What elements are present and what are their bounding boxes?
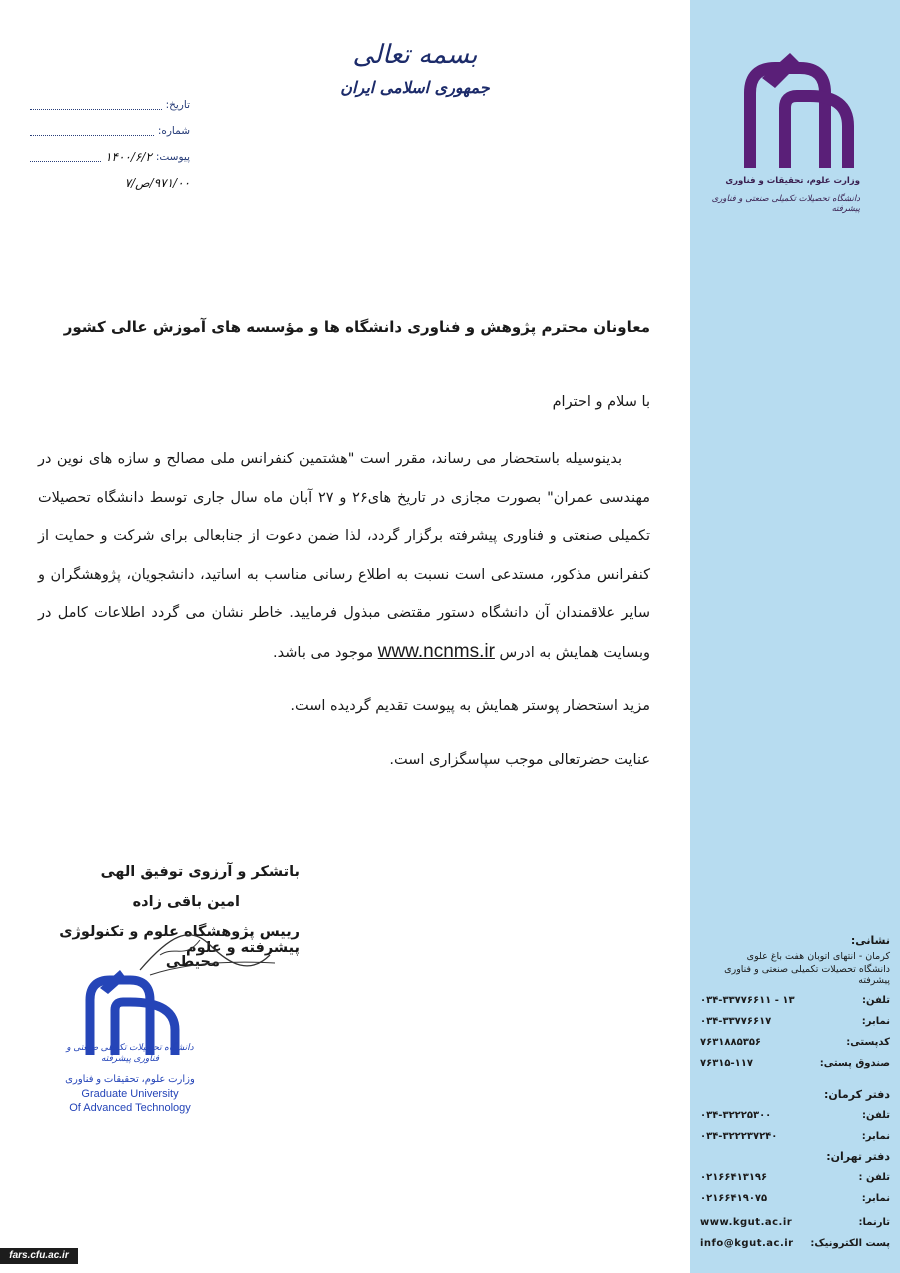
body-part1: بدینوسیله باستحضار می رساند، مقرر است "هشتمین کنفرانس ملی مصالح و سازه های نوین در مهندسی عمران" بصورت مجازی در تاریخ های۲۶ و ۲۷ آبان ماه سال جاری توسط دانشگاه تحصیلات تکمیلی صنعتی و فناوری پیشرفته برگزار گردد، لذا ضمن دعوت از جنابعالی برای شرکت و حمایت از کنفرانس مذکور، مستدعی است نسبت به اطلاع رسانی مناسب به اساتید، دانشجویان، پژوهشگران و سایر علاقمندان آن دانشگاه دستور مقتضی مبذول فرمایید. خاطر نشان می گردد اطلاعات کامل در وبسایت همایش به ادرس — [38, 451, 650, 661]
email-row — [700, 1233, 890, 1254]
letter-body — [38, 440, 650, 673]
bismillah: بسمه تعالی — [352, 40, 478, 70]
kerman-fax-row — [700, 1126, 890, 1147]
date-dots — [30, 101, 162, 110]
body-part2: موجود می باشد. — [273, 644, 374, 661]
postal-row — [700, 1032, 890, 1053]
postal-label: کدپستی: — [846, 1037, 890, 1048]
university-seal — [60, 960, 200, 1130]
date-value: ۱۴۰۰/۶/۲ — [105, 150, 152, 164]
kerman-office-label: دفتر کرمان: — [824, 1088, 890, 1101]
tehran-fax-value: ۰۲۱۶۶۴۱۹۰۷۵ — [700, 1193, 768, 1204]
university-logo-icon — [730, 48, 860, 173]
tehran-office-block — [700, 1150, 890, 1209]
kerman-phone-row — [700, 1105, 890, 1126]
seal-en-2: Of Advanced Technology — [69, 1102, 191, 1114]
postal-value: ۷۶۳۱۸۸۵۳۵۶ — [700, 1037, 762, 1048]
greeting: با سلام و احترام — [552, 394, 650, 410]
attachment-dots — [30, 153, 101, 162]
poster-line: مزید استحضار پوستر همایش به پیوست تقدیم گردیده است. — [290, 698, 650, 714]
thanks-line: باتشکر و آرزوی توفیق الهی — [100, 864, 300, 880]
kerman-phone-label: تلفن: — [861, 1110, 890, 1121]
tehran-phone-row — [700, 1167, 890, 1188]
address-block — [700, 934, 890, 1074]
letterhead-sidebar — [690, 0, 900, 1273]
address-line-1: کرمان - انتهای اتوبان هفت باغ علوی — [746, 951, 890, 962]
republic-title: جمهوری اسلامی ایران — [340, 78, 490, 97]
fax-row — [700, 1011, 890, 1032]
kerman-fax-label: نمابر: — [861, 1131, 890, 1142]
seal-en-1: Graduate University — [81, 1088, 179, 1100]
tehran-fax-label: نمابر: — [861, 1193, 890, 1204]
signer-title-2: محیطی — [165, 954, 220, 970]
phone-label: تلفن: — [861, 995, 890, 1006]
address-label: نشانی: — [850, 934, 890, 947]
web-link[interactable]: www.kgut.ac.ir — [700, 1217, 793, 1228]
kerman-phone-value: ۰۳۴-۳۲۲۲۵۳۰۰ — [700, 1110, 772, 1121]
university-logo — [711, 48, 860, 218]
kerman-office-block — [700, 1088, 890, 1147]
signer-title: رییس پژوهشگاه علوم و تکنولوژی پیشرفته و علوم — [59, 924, 300, 956]
phone-row — [700, 990, 890, 1011]
address-line-2: دانشگاه تحصیلات تکمیلی صنعتی و فناوری پیشرفته — [724, 964, 890, 986]
addressee: معاونان محترم پژوهش و فناوری دانشگاه ها و مؤسسه های آموزش عالی کشور — [63, 318, 650, 336]
date-label: تاریخ: — [165, 99, 190, 111]
tehran-fax-row — [700, 1188, 890, 1209]
email-label: پست الکترونیک: — [810, 1238, 890, 1249]
signer-name: امین باقی زاده — [132, 894, 240, 910]
web-row — [700, 1212, 890, 1233]
tehran-phone-label: تلفن : — [858, 1172, 890, 1183]
number-label: شماره: — [157, 125, 190, 137]
number-dots — [30, 127, 154, 136]
tehran-office-label: دفتر تهران: — [826, 1150, 890, 1163]
web-label: تارنما: — [858, 1217, 890, 1228]
tehran-phone-value: ۰۲۱۶۶۴۱۳۱۹۶ — [700, 1172, 768, 1183]
attachment-label: پیوست: — [155, 151, 190, 163]
web-contact-block — [700, 1212, 890, 1254]
seal-ministry: وزارت علوم، تحقیقات و فناوری — [65, 1074, 195, 1085]
pobox-label: صندوق پستی: — [819, 1058, 890, 1069]
letter-meta — [30, 92, 190, 196]
number-value: ۹۷۱/۰۰/ص/۷ — [124, 176, 190, 190]
pobox-row — [700, 1053, 890, 1074]
email-link[interactable]: info@kgut.ac.ir — [700, 1238, 794, 1249]
logo-caption-2: دانشگاه تحصیلات تکمیلی صنعتی و فناوری پیشرفته — [711, 194, 860, 214]
phone-value: ۰۳۴-۳۳۷۷۶۶۱۱ - ۱۳ — [700, 995, 795, 1006]
fax-label: نمابر: — [861, 1016, 890, 1027]
watermark-tag: fars.cfu.ac.ir — [0, 1248, 78, 1264]
logo-caption-1: وزارت علوم، تحقیقات و فناوری — [725, 176, 860, 186]
pobox-value: ۷۶۳۱۵-۱۱۷ — [700, 1058, 753, 1069]
closing-line: عنایت حضرتعالی موجب سپاسگزاری است. — [389, 752, 650, 768]
conference-url[interactable]: www.ncnms.ir — [377, 640, 495, 662]
seal-fa-name: دانشگاه تحصیلات تکمیلی صنعتی و فناوری پیشرفته — [66, 1042, 194, 1063]
letter-header — [340, 40, 490, 97]
kerman-fax-value: ۰۳۴-۳۲۲۲۳۷۲۴۰ — [700, 1131, 778, 1142]
fax-value: ۰۳۴-۳۳۷۷۶۶۱۷ — [700, 1016, 772, 1027]
